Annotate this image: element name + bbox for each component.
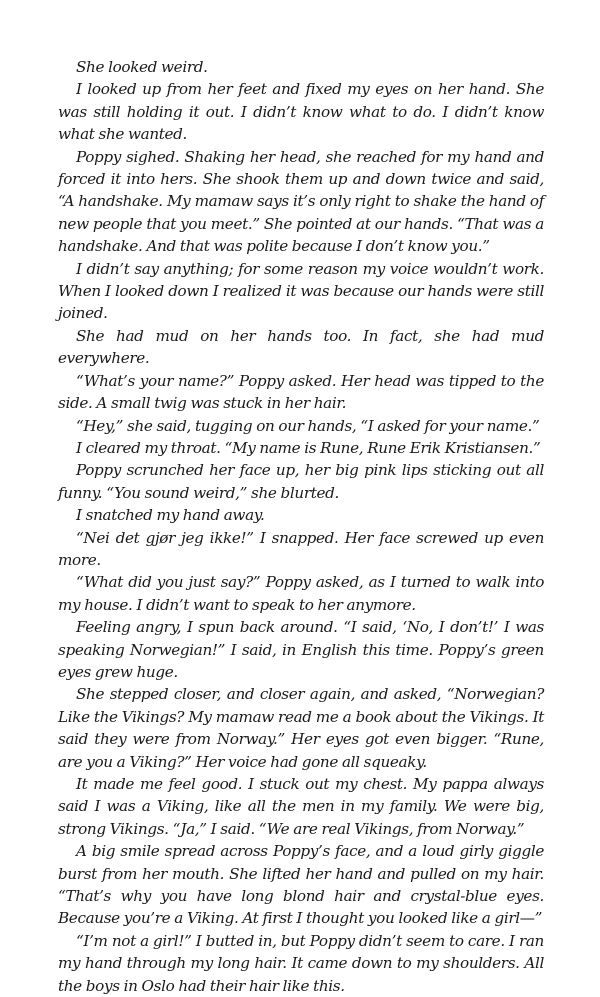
paragraph: It made me feel good. I stuck out my chest. My pappa always said I was a Viking, like all the men in my family. We were big, strong Vikings. “Ja,” I said. “We are real Vikings, from Norway.” <box>58 775 544 838</box>
paragraph: I snatched my hand away. <box>76 506 265 525</box>
paragraph: She had mud on her hands too. In fact, she had mud everywhere. <box>58 326 544 368</box>
paragraph: Poppy scrunched her face up, her big pink lips sticking out all funny. “You sound weird,” she blurted. <box>58 461 544 502</box>
paragraph: I didn’t say anything; for some reason my voice wouldn’t work. When I looked down I realized it was because our hands were still joined. <box>58 259 544 323</box>
page-body-text <box>58 56 544 997</box>
paragraph: “Nei det gjør jeg ikke!” I snapped. Her face screwed up even more. <box>58 528 544 569</box>
paragraph: She looked weird. <box>76 58 208 76</box>
paragraph: “Hey,” she said, tugging on our hands, “I asked for your name.” <box>76 416 540 435</box>
paragraph: “What did you just say?” Poppy asked, as I turned to walk into my house. I didn’t want to speak to her anymore. <box>58 573 544 614</box>
paragraph: I cleared my throat. “My name is Rune, Rune Erik Kristiansen.” <box>76 438 541 457</box>
paragraph: I looked up from her feet and fixed my eyes on her hand. She was still holding it out. I didn’t know what to do. I didn’t know what she wanted. <box>58 80 544 144</box>
paragraph: A big smile spread across Poppy’s face, and a loud girly giggle burst from her mouth. She lifted her hand and pulled on my hair. “That’s why you have long blond hair and crystal-blue eyes. Because you’re a Viking. At first I thought you looked like a girl—” <box>58 842 544 928</box>
paragraph: Poppy sighed. Shaking her head, she reached for my hand and forced it into hers. She shook them up and down twice and said, “A handshake. My mamaw says it’s only right to shake the hand of new people that you meet.” She pointed at our hands. “That was a handshake. And that was polite because I don’t know you.” <box>58 147 544 256</box>
paragraph: Feeling angry, I spun back around. “I said, ‘No, I don’t!’ I was speaking Norwegian!” I said, in English this time. Poppy’s green eyes grew huge. <box>58 618 544 681</box>
paragraph: “I’m not a girl!” I butted in, but Poppy didn’t seem to care. I ran my hand through my long hair. It came down to my shoulders. All the boys in Oslo had their hair like this. <box>58 931 544 995</box>
paragraph: “What’s your name?” Poppy asked. Her head was tipped to the side. A small twig was stuck in her hair. <box>58 371 544 413</box>
paragraph: She stepped closer, and closer again, and asked, “Norwegian? Like the Vikings? My mamaw read me a book about the Vikings. It said they were from Norway.” Her eyes got even bigger. “Rune, are you a Viking?” Her voice had gone all squeaky. <box>58 685 544 771</box>
